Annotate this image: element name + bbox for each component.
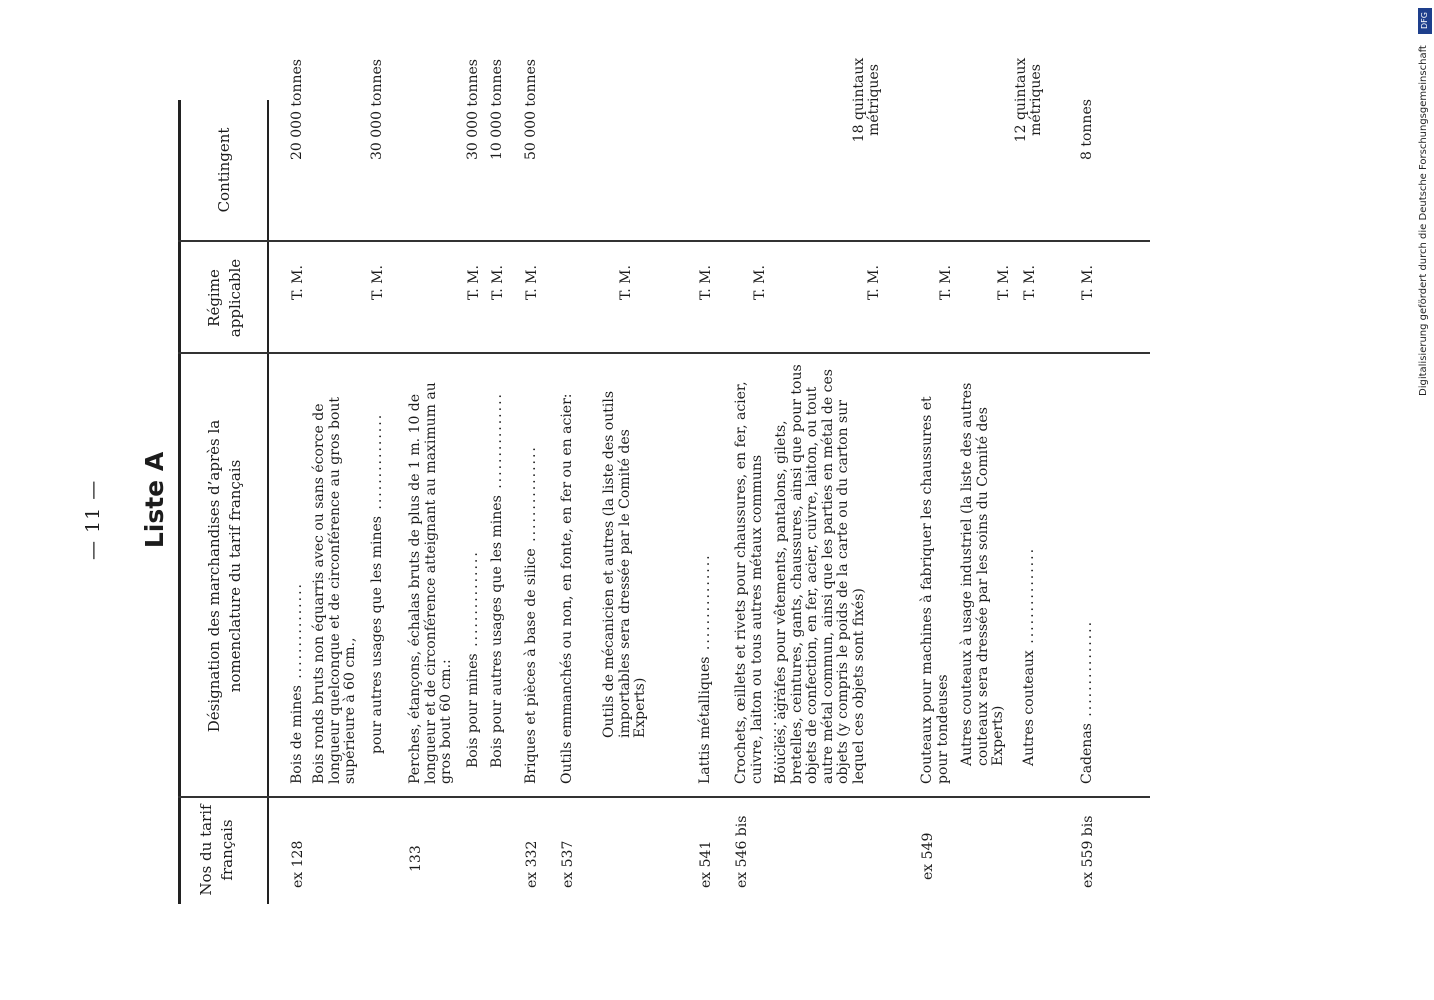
row-13-regime: T. M.	[996, 265, 1012, 300]
column-divider-1	[178, 796, 1150, 798]
row-6-desc: Briques et pièces à base de silice .....	[524, 364, 540, 784]
row-9-tariff: ex 541	[698, 840, 714, 888]
row-8-desc: Outils de mécanicien et autres (la liste des outils importables sera dressée par le Comité des Experts)	[601, 390, 648, 738]
row-0-contingent: 20 000 tonnes	[289, 59, 305, 160]
row-15-regime: T. M.	[1080, 265, 1096, 300]
row-15-contingent: 8 tonnes	[1079, 99, 1095, 160]
row-14-regime: T. M.	[1022, 265, 1038, 300]
header-designation: Désignation des marchandises d’après la nomenclature du tarif français	[205, 419, 244, 733]
row-6-tariff: ex 332	[524, 840, 540, 888]
page-title: Liste A	[140, 451, 169, 549]
table-top-rule	[178, 100, 181, 904]
row-6-contingent: 50 000 tonnes	[523, 59, 539, 160]
header-tariff-no: Nos du tarif français	[197, 804, 236, 896]
row-8-regime: T. M.	[618, 265, 634, 300]
row-0-tariff: ex 128	[290, 840, 306, 888]
row-9-regime: T. M.	[698, 265, 714, 300]
row-4-contingent: 30 000 tonnes	[465, 59, 481, 160]
column-divider-2	[178, 352, 1150, 354]
row-1-desc: Bois ronds bruts non équarris avec ou sans écorce de longueur quelconque et de circonférence au gros bout supérieure à 60 cm.,	[311, 396, 358, 784]
row-15-tariff: ex 559 bis	[1080, 815, 1096, 888]
row-2-desc: pour autres usages que les mines .....	[370, 364, 386, 754]
row-4-desc: Bois pour mines .....	[466, 364, 482, 768]
row-10-desc: Crochets, œillets et rivets pour chaussures, en fer, acier, cuivre, laiton ou tous autres métaux communs .....	[734, 364, 781, 784]
page-number: — 11 —	[82, 479, 104, 560]
row-3-tariff: 133	[408, 845, 424, 872]
row-7-tariff: ex 537	[560, 840, 576, 888]
row-2-contingent: 30 000 tonnes	[369, 59, 385, 160]
row-11-contingent: 18 quintaux métriques	[851, 57, 882, 143]
row-12-tariff: ex 549	[920, 832, 936, 880]
row-4-regime: T. M.	[466, 265, 482, 300]
row-11-desc: Boucles, agrafes pour vêtements, pantalons, gilets, bretelles, ceintures, gants, chaussures, ainsi que pour tous objets de confection, en fer, acier, cuivre, laiton, ou tout autre métal commun, ainsi que les parties en métal de ces objets (y compris le poids de la carte ou du carton sur lequel ces objets sont fixés)	[773, 364, 867, 784]
row-14-desc: Autres couteaux .....	[1022, 364, 1038, 766]
digitization-credit	[1418, 8, 1434, 394]
row-5-regime: T. M.	[490, 265, 506, 300]
row-15-desc: Cadenas .....	[1080, 364, 1096, 784]
row-9-desc: Lattis métalliques .....	[698, 364, 714, 784]
row-5-contingent: 10 000 tonnes	[489, 59, 505, 160]
row-10-regime: T. M.	[752, 265, 768, 300]
dfg-logo: DFG	[1418, 8, 1432, 34]
row-5-desc: Bois pour autres usages que les mines .....	[490, 364, 506, 768]
row-11-regime: T. M.	[866, 265, 882, 300]
row-3-desc: Perches, étançons, échalas bruts de plus de 1 m. 10 de longueur et de circonférence atteignant au maximum au gros bout 60 cm.:	[407, 382, 454, 784]
row-12-desc: Couteaux pour machines à fabriquer les chaussures et pour tondeuses	[919, 396, 951, 784]
row-2-regime: T. M.	[370, 265, 386, 300]
row-7-desc: Outils emmanchés ou non, en fonte, en fer ou en acier:	[559, 393, 575, 784]
digitization-credit-text: Digitalisierung gefördert durch die Deutsche Forschungsgemeinschaft	[1418, 45, 1429, 396]
row-0-desc: Bois de mines .....	[290, 364, 306, 784]
header-regime: Régime applicable	[205, 258, 244, 338]
row-10-tariff: ex 546 bis	[734, 815, 750, 888]
row-0-regime: T. M.	[290, 265, 306, 300]
table-header-rule	[267, 100, 269, 904]
header-contingent: Contingent	[215, 127, 233, 213]
row-6-regime: T. M.	[524, 265, 540, 300]
column-divider-3	[178, 240, 1150, 242]
row-13-desc: Autres couteaux à usage industriel (la liste des autres couteaux sera dressée par les soins du Comité des Experts)	[959, 382, 1006, 766]
row-12-regime: T. M.	[938, 265, 954, 300]
row-14-contingent: 12 quintaux métriques	[1013, 57, 1044, 143]
